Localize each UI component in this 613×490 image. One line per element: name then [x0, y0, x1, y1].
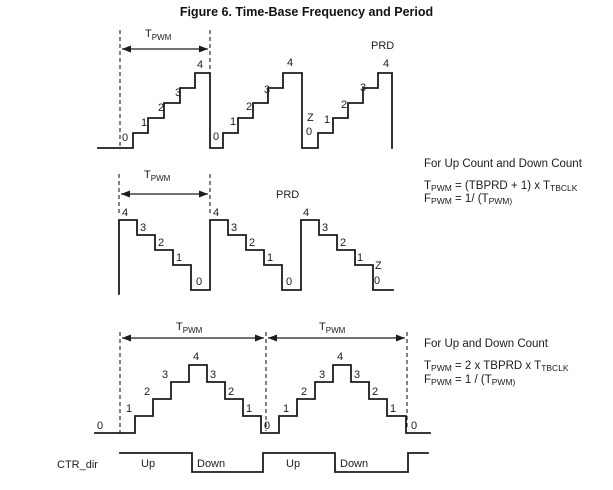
tpwm-label: $T_{PWM}$	[319, 321, 346, 335]
count-label: 2	[144, 386, 151, 398]
count-label: 0	[97, 420, 104, 432]
count-label: 4	[197, 59, 204, 71]
count-label: 4	[303, 207, 310, 219]
prd-label: PRD	[276, 189, 300, 201]
count-label: 3	[140, 222, 147, 234]
count-label: 0	[196, 276, 203, 288]
tpwm-label: $T_{PWM}$	[176, 321, 203, 335]
count-label: 1	[324, 114, 331, 126]
count-label: 4	[193, 351, 200, 363]
count-label: 2	[158, 102, 165, 114]
count-label: 1	[176, 252, 183, 264]
count-label: 3	[322, 222, 329, 234]
count-label: 3	[175, 87, 182, 99]
zero-match-label: Z	[307, 112, 314, 124]
count-label: 1	[246, 403, 253, 415]
count-label: 2	[341, 99, 348, 111]
count-label: 4	[287, 57, 294, 69]
phase-label: Up	[286, 458, 301, 470]
count-label: 3	[264, 84, 271, 96]
figure-title: Figure 6. Time-Base Frequency and Period	[179, 5, 434, 19]
count-label: 1	[267, 252, 274, 264]
ctr-dir-waveform	[120, 453, 428, 472]
count-label: 0	[213, 131, 220, 143]
tpwm-label: $T_{PWM}$	[145, 28, 172, 42]
note-tpwm-formula: $T_{PWM}$ = (TBPRD + 1) x $T_{TBCLK}$	[424, 180, 578, 193]
count-label: 0	[306, 126, 313, 138]
count-label: 2	[228, 386, 235, 398]
up-down-count-waveform	[95, 365, 430, 433]
count-label: 2	[249, 237, 256, 249]
count-label: 2	[340, 237, 347, 249]
count-label: 1	[390, 403, 397, 415]
down-count-waveform-group	[119, 169, 393, 294]
count-label: 2	[246, 101, 253, 113]
down-count-waveform	[119, 220, 393, 294]
count-label: 4	[383, 58, 390, 70]
up-count-waveform	[98, 73, 392, 148]
count-label: 2	[158, 237, 165, 249]
zero-match-label: Z	[375, 260, 382, 272]
ctr-dir-label: CTR_dir	[57, 459, 98, 471]
note-fpwm-formula: $F_{PWM} = 1 / (T_{PWM)}$	[424, 374, 516, 387]
note-up-down-count-header: For Up Count and Down Count	[424, 158, 582, 170]
note-fpwm-formula: $F_{PWM} = 1/$ ($T_{PWM)}$	[424, 193, 513, 206]
note-tpwm-formula: $T_{PWM} = 2$ x TBPRD x $T_{TBCLK}$	[424, 360, 569, 373]
count-label: 3	[162, 369, 169, 381]
note-up-and-down-count-header: For Up and Down Count	[424, 338, 549, 350]
count-label: 1	[126, 403, 133, 415]
prd-label: PRD	[371, 40, 395, 52]
count-label: 0	[374, 275, 381, 287]
count-label: 0	[122, 132, 129, 144]
tpwm-label: $T_{PWM}$	[144, 169, 171, 183]
count-label: 1	[357, 252, 364, 264]
count-label: 3	[360, 82, 367, 94]
count-label: 4	[122, 207, 129, 219]
count-label: 1	[230, 116, 237, 128]
ctr-dir-group	[57, 453, 428, 472]
count-label: 4	[213, 207, 220, 219]
count-label: 3	[210, 369, 217, 381]
count-label: 0	[264, 420, 271, 432]
count-label: 3	[354, 369, 361, 381]
up-count-waveform-group	[98, 28, 394, 148]
up-down-count-waveform-group	[95, 321, 430, 434]
phase-label: Down	[340, 458, 369, 470]
count-label: 3	[319, 369, 326, 381]
count-label: 1	[283, 403, 290, 415]
count-label: 2	[301, 386, 308, 398]
count-label: 1	[141, 117, 148, 129]
count-label: 2	[372, 386, 379, 398]
phase-label: Up	[141, 458, 156, 470]
count-label: 0	[411, 420, 418, 432]
count-label: 4	[337, 351, 344, 363]
phase-label: Down	[197, 458, 226, 470]
count-label: 3	[231, 222, 238, 234]
count-label: 0	[286, 276, 293, 288]
